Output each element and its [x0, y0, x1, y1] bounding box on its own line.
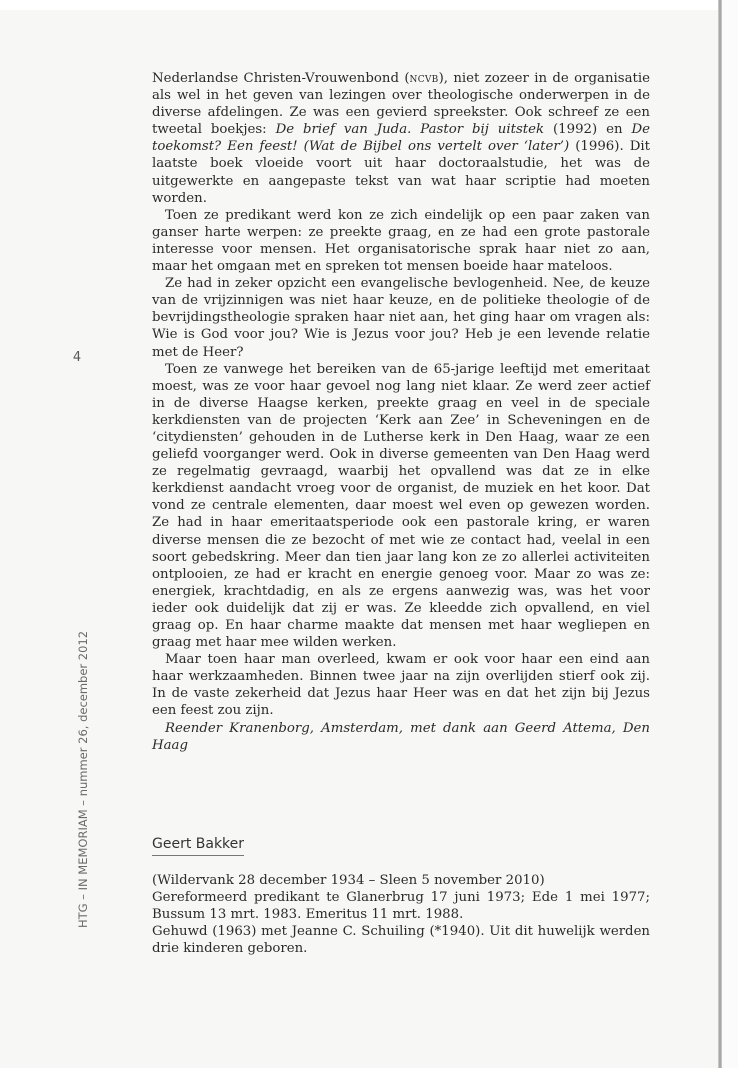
paragraph-1-text-b: ), niet zozeer in de organisatie als wel in het geven van lezingen over theologische onderwerpen in de diverse afdelingen. Ze was een gevierd spreekster. Ook schreef ze een tweetal boekjes:: [152, 71, 650, 138]
paragraph-3: Ze had in zeker opzicht een evangelische bevlogenheid. Nee, de keuze van de vrijzinnigen was niet haar keuze, en de politieke theologie of de bevrijdingstheologie spraken haar niet aan, het ging haar om vragen als: Wie is God voor jou? Wie is Jezus voor jou? Heb je een levende relatie met de Heer?: [152, 276, 650, 360]
adjacent-page-edge: [722, 0, 738, 1068]
book-title-2: De toekomst? Een feest! (Wat de Bijbel ons vertelt over ‘later’): [152, 122, 651, 155]
paragraph-1-text-d: (1996). Dit laatste boek vloeide voort uit haar doctoraalstudie, het was de uitgewerkte en aangepaste tekst van wat haar scriptie had moeten worden.: [152, 139, 650, 206]
ncvb-abbreviation: ncvb: [409, 71, 439, 86]
biography-block: [152, 872, 650, 957]
page-top-edge: [0, 0, 738, 10]
bio-dates: (Wildervank 28 december 1934 – Sleen 5 november 2010): [152, 873, 545, 888]
paragraph-4: Toen ze vanwege het bereiken van de 65-jarige leeftijd met emeritaat moest, was ze voor haar gevoel nog lang niet klaar. Ze werd zeer actief in de diverse Haagse kerken, preekte graag en veel in de speciale kerkdiensten van de projecten ‘Kerk aan Zee’ in Scheveningen en de ‘citydiensten’ gehouden in de Lutherse kerk in Den Haag, waar ze een geliefd voorganger werd. Ook in diverse gemeenten van Den Haag werd ze regelmatig gevraagd, waarbij het opvallend was dat ze in elke kerkdienst aandacht vroeg voor de organist, de muziek en het koor. Dat vond ze centrale elementen, daar moest wel even op gewezen worden. Ze had in haar emeritaatsperiode ook een pastorale kring, er waren diverse mensen die ze bezocht of met wie ze contact had, veelal in een soort gebedskring. Meer dan tien jaar lang kon ze zo allerlei activiteiten ontplooien, ze had er kracht en energie genoeg voor. Maar zo was ze: energiek, krachtdadig, en als ze ergens aanwezig was, was het voor ieder ook duidelijk dat zij er was. Ze kleedde zich opvallend, en viel graag op. En haar charme maakte dat mensen met haar wegliepen en graag met haar mee wilden werken.: [152, 361, 650, 651]
running-head: HTG – IN MEMORIAM – nummer 26, december 2012: [76, 630, 90, 928]
paragraph-1-text-a: Nederlandse Christen-Vrouwenbond (: [152, 71, 410, 86]
book-title-1: De brief van Juda. Pastor bij uitstek: [275, 122, 545, 138]
author-signature: Reender Kranenborg, Amsterdam, met dank aan Geerd Attema, Den Haag: [152, 720, 650, 753]
paragraph-1: [152, 70, 650, 207]
section-heading: Geert Bakker: [152, 836, 244, 856]
article-body: [152, 70, 650, 754]
paragraph-1-text-c: (1992) en: [544, 122, 632, 138]
paragraph-5: Maar toen haar man overleed, kwam er ook voor haar een eind aan haar werkzaamheden. Binnen twee jaar na zijn overlijden stierf ook zij. In de vaste zekerheid dat Jezus haar Heer was en dat het zijn bij Jezus een feest zou zijn.: [152, 652, 650, 719]
paragraph-2: Toen ze predikant werd kon ze zich eindelijk op een paar zaken van ganser harte werpen: ze preekte graag, en ze had een grote pastorale interesse voor mensen. Het organisatorische sprak haar niet zo aan, maar het omgaan met en spreken tot mensen boeide haar mateloos.: [152, 207, 650, 275]
bio-family: Gehuwd (1963) met Jeanne C. Schuiling (*1940). Uit dit huwelijk werden drie kinderen geboren.: [152, 924, 650, 957]
page-number: 4: [72, 350, 82, 365]
bio-career: Gereformeerd predikant te Glanerbrug 17 juni 1973; Ede 1 mei 1977; Bussum 13 mrt. 1983. Emeritus 11 mrt. 1988.: [152, 890, 650, 923]
